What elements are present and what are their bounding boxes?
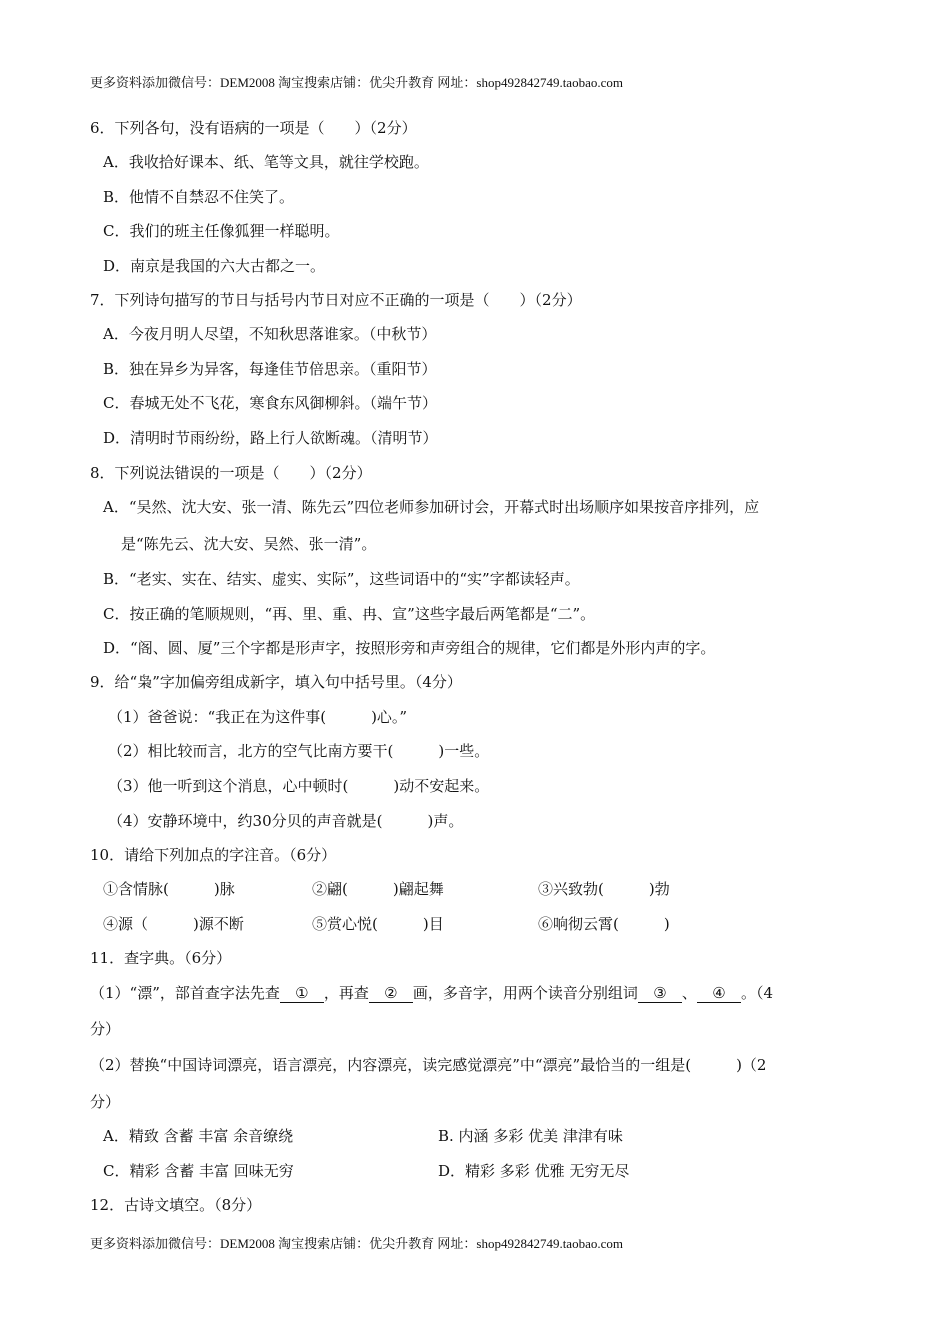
question-10-item-4: ④源（ )源不断 <box>103 915 244 933</box>
question-7-option-d: D．清明时节雨纷纷，路上行人欲断魂。（清明节） <box>103 429 438 447</box>
question-8-stem: 8．下列说法错误的一项是（ ）（2分） <box>90 464 372 482</box>
question-9-stem: 9．给“枭”字加偏旁组成新字，填入句中括号里。（4分） <box>90 673 462 691</box>
question-10-item-1: ①含情脉( )脉 <box>103 880 235 898</box>
question-9-sentence-2: （2）相比较而言，北方的空气比南方要干( )一些。 <box>108 742 490 760</box>
question-7-option-c: C．春城无处不飞花，寒食东风御柳斜。（端午节） <box>103 394 437 412</box>
question-9-sentence-3: （3）他一听到这个消息，心中顿时( )动不安起来。 <box>108 777 490 795</box>
question-11-option-d: D．精彩 多彩 优雅 无穷无尽 <box>438 1162 630 1180</box>
question-10-item-6: ⑥响彻云霄( ) <box>538 915 670 933</box>
question-6-option-a: A．我收拾好课本、纸、笔等文具，就往学校跑。 <box>103 153 429 171</box>
question-11-option-a: A．精致 含蓄 丰富 余音缭绕 <box>103 1127 294 1145</box>
question-8-option-a-line2: 是“陈先云、沈大安、吴然、张一清”。 <box>121 535 377 553</box>
question-8-option-a-line1: A．“吴然、沈大安、张一清、陈先云”四位老师参加研讨会，开幕式时出场顺序如果按音序排列，应 <box>103 498 760 516</box>
question-12-stem: 12．古诗文填空。（8分） <box>90 1196 262 1214</box>
question-6-option-c: C．我们的班主任像狐狸一样聪明。 <box>103 222 340 240</box>
question-11-part-1-text-c: ，再查 <box>323 984 369 1002</box>
question-11-part-1-continued: 分） <box>90 1020 121 1038</box>
question-11-part-2-continued: 分） <box>90 1093 121 1111</box>
question-10-item-5: ⑤赏心悦( )目 <box>312 915 444 933</box>
question-6-stem: 6．下列各句，没有语病的一项是（ ）（2分） <box>90 119 417 137</box>
question-9-sentence-1: （1）爸爸说：“我正在为这件事( )心。” <box>108 708 408 726</box>
question-11-option-c: C．精彩 含蓄 丰富 回味无穷 <box>103 1162 294 1180</box>
question-9-sentence-4: （4）安静环境中，约30分贝的声音就是( )声。 <box>108 812 464 830</box>
question-10-item-2: ②翩( )翩起舞 <box>312 880 444 898</box>
question-8-option-d: D．“阁、圆、厦”三个字都是形声字，按照形旁和声旁组合的规律，它们都是外形内声的字。 <box>103 639 716 657</box>
question-10-item-3: ③兴致勃( )勃 <box>538 880 670 898</box>
question-11-stem: 11．查字典。（6分） <box>90 949 232 967</box>
question-6-option-b: B．他情不自禁忍不住笑了。 <box>103 188 295 206</box>
question-8-option-c: C．按正确的笔顺规则，“再、里、重、冉、宣”这些字最后两笔都是“二”。 <box>103 605 596 623</box>
question-11-option-b: B. 内涵 多彩 优美 津津有味 <box>438 1127 623 1145</box>
question-8-option-b: B．“老实、实在、结实、虚实、实际”，这些词语中的“实”字都读轻声。 <box>103 570 580 588</box>
question-7-option-b: B．独在异乡为异客，每逢佳节倍思亲。（重阳节） <box>103 360 437 378</box>
question-6-option-d: D．南京是我国的六大古都之一。 <box>103 257 326 275</box>
page-footer: 更多资料添加微信号：DEM2008 淘宝搜索店铺：优尖升教育 网址：shop492842749.taobao.com <box>90 1236 623 1251</box>
page-header: 更多资料添加微信号：DEM2008 淘宝搜索店铺：优尖升教育 网址：shop492842749.taobao.com <box>90 75 623 90</box>
question-11-part-1 <box>90 983 773 1003</box>
blank-4: ④ <box>697 984 741 1003</box>
blank-1: ① <box>280 984 324 1003</box>
question-7-stem: 7．下列诗句描写的节日与括号内节日对应不正确的一项是（ ）（2分） <box>90 291 582 309</box>
question-11-part-2: （2）替换“中国诗词漂亮，语言漂亮，内容漂亮，读完感觉漂亮”中“漂亮”最恰当的一组是( )（2 <box>90 1056 767 1074</box>
question-11-part-1-text-f: 。（4 <box>740 984 773 1002</box>
question-11-part-1-text-a: （1）“漂”，部首查字法先查 <box>90 984 280 1002</box>
question-11-part-1-text-e: 、 <box>681 984 697 1002</box>
blank-3: ③ <box>638 984 682 1003</box>
question-7-option-a: A．今夜月明人尽望，不知秋思落谁家。（中秋节） <box>103 325 437 343</box>
blank-2: ② <box>369 984 413 1003</box>
question-10-stem: 10．请给下列加点的字注音。（6分） <box>90 846 337 864</box>
question-11-part-1-text-d: 画，多音字，用两个读音分别组词 <box>412 984 638 1002</box>
